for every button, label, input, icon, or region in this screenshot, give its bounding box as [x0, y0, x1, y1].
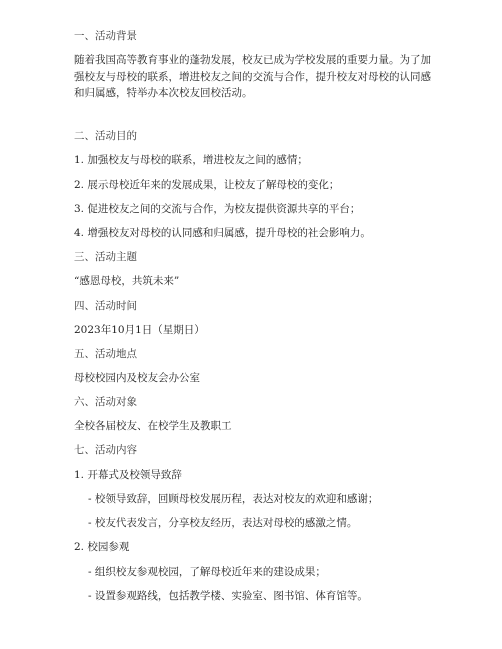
- background-paragraph: 随着我国高等教育事业的蓬勃发展，校友已成为学校发展的重要力量。为了加强校友与母校的联系，增进校友之间的交流与合作，提升校友对母校的认同感和归属感，特举办本次校友回校活动。: [74, 54, 431, 99]
- section-heading-background: 一、活动背景: [74, 30, 137, 42]
- purpose-item: 2. 展示母校近年来的发展成果，让校友了解母校的变化；: [74, 179, 340, 191]
- section-heading-content: 七、活动内容: [74, 444, 137, 456]
- content-sub-item: - 设置参观路线，包括教学楼、实验室、图书馆、体育馆等。: [88, 590, 368, 602]
- purpose-item: 4. 增强校友对母校的认同感和归属感，提升母校的社会影响力。: [74, 227, 371, 239]
- content-sub-item: - 校友代表发言，分享校友经历，表达对母校的感激之情。: [88, 517, 358, 529]
- participants-value: 全校各届校友、在校学生及教职工: [74, 420, 232, 432]
- location-value: 母校校园内及校友会办公室: [74, 372, 200, 384]
- theme-value: “感恩母校，共筑未来”: [74, 275, 180, 287]
- content-sub-item: - 校领导致辞，回顾母校发展历程，表达对校友的欢迎和感谢；: [88, 493, 379, 505]
- purpose-item: 1. 加强校友与母校的联系，增进校友之间的感情；: [74, 154, 308, 166]
- section-heading-participants: 六、活动对象: [74, 396, 137, 408]
- purpose-item: 3. 促进校友之间的交流与合作，为校友提供资源共享的平台；: [74, 203, 361, 215]
- section-heading-location: 五、活动地点: [74, 348, 137, 360]
- section-heading-theme: 三、活动主题: [74, 251, 137, 263]
- content-sub-item: - 组织校友参观校园，了解母校近年来的建设成果；: [88, 566, 326, 578]
- time-value: 2023年10月1日（星期日）: [74, 324, 205, 336]
- section-heading-time: 四、活动时间: [74, 300, 137, 312]
- content-item-title: 1. 开幕式及校领导致辞: [74, 469, 182, 481]
- section-heading-purpose: 二、活动目的: [74, 130, 137, 142]
- content-item-title: 2. 校园参观: [74, 541, 130, 553]
